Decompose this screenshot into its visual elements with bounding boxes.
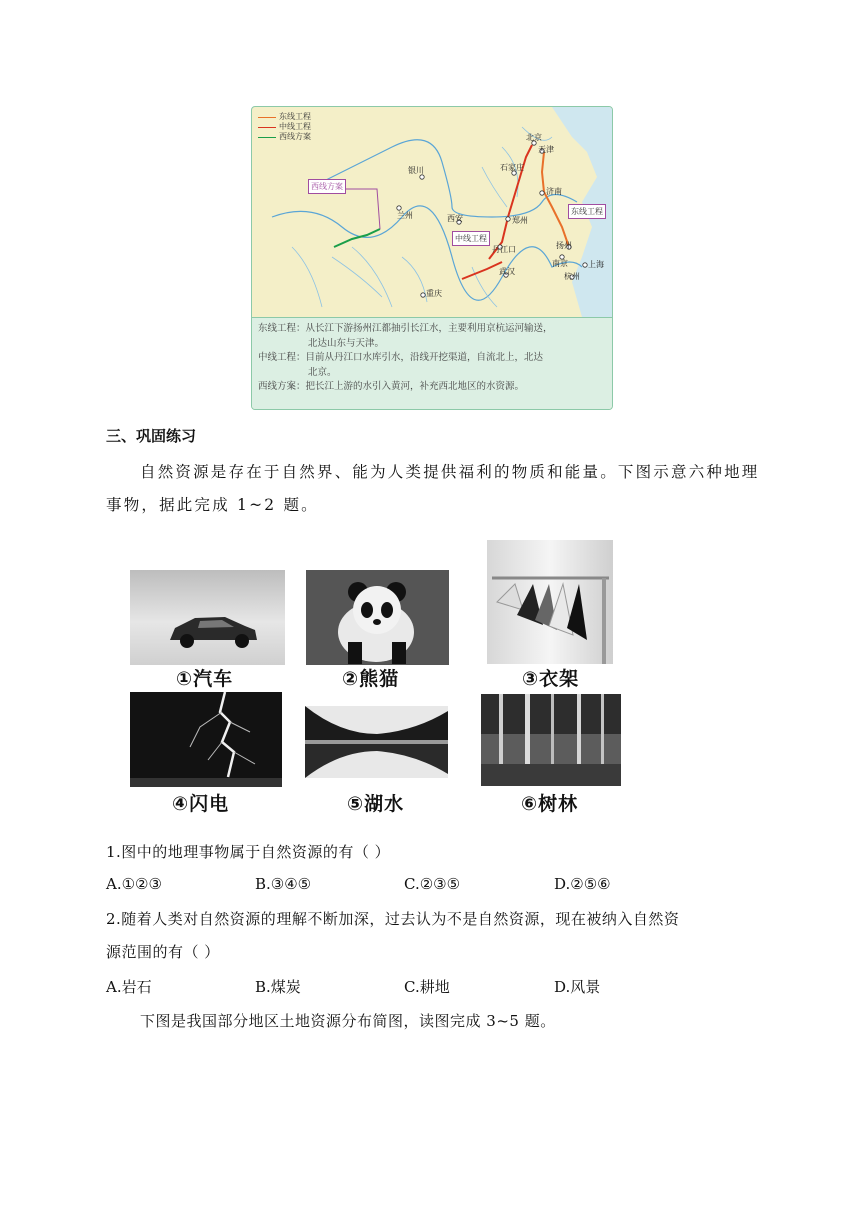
forest-photo [481,694,621,786]
west-route-label: 西线方案 [308,179,346,194]
city-danjiangkou: 丹江口 [492,245,516,254]
question-2-stem-line-2: 源范围的有（ ） [106,943,220,961]
note-east: 东线工程：从长江下游扬州江都抽引长江水，主要利用京杭运河输送， [258,323,553,334]
city-chongqing: 重庆 [426,289,442,298]
lightning-photo [130,692,282,787]
city-yangzhou: 扬州 [556,241,572,250]
caption-lake: ⑤湖水 [347,793,405,815]
east-route-label: 东线工程 [568,204,606,219]
caption-car: ①汽车 [176,668,234,690]
question-1-stem: 1.图中的地理事物属于自然资源的有（ ） [106,843,391,861]
middle-route-source [462,262,502,279]
note-east-cont: 北达山东与天津。 [308,337,385,349]
caption-forest: ⑥树林 [521,793,579,815]
city-hangzhou: 杭州 [564,272,580,281]
intro-line-1: 自然资源是存在于自然界、能为人类提供福利的物质和能量。下图示意六种地理 [140,463,760,481]
section-title: 三、巩固练习 [106,427,197,445]
panda-photo [306,570,449,665]
lightning-icon [130,692,282,787]
city-tianjin: 天津 [538,145,554,154]
city-shijiazhuang: 石家庄 [500,163,524,172]
middle-route-label: 中线工程 [452,231,490,246]
forest-icon [481,694,621,786]
car-photo [130,570,285,665]
city-nanjing: 南京 [552,259,568,268]
intro-line-2: 事物，据此完成 1~2 题。 [106,496,319,514]
legend-east: 东线工程 [258,111,311,122]
city-lanzhou: 兰州 [397,211,413,220]
hangers-photo [487,540,613,664]
map-notes [252,317,612,409]
q2-option-a[interactable]: A.岩石 [106,978,152,996]
city-jinan: 济南 [546,187,562,196]
q2-option-b[interactable]: B.煤炭 [255,978,301,996]
q2-option-d[interactable]: D.风景 [554,978,601,996]
west-route-pointer [344,189,380,229]
lake-photo [305,706,448,778]
panda-icon [306,570,449,665]
q1-option-d[interactable]: D.②⑤⑥ [554,875,611,893]
water-diversion-map [251,106,613,410]
car-icon [130,570,285,665]
caption-hangers: ③衣架 [522,668,580,690]
west-route-line [334,229,380,247]
note-middle-cont: 北京。 [308,366,337,378]
q2-option-c[interactable]: C.耕地 [404,978,450,996]
city-zhengzhou: 郑州 [512,216,528,225]
note-west: 西线方案：把长江上游的水引入黄河，补充西北地区的水资源。 [258,381,525,392]
caption-lightning: ④闪电 [172,793,230,815]
note-middle: 中线工程：目前从丹江口水库引水，沿线开挖渠道，自流北上，北达 [258,352,544,363]
city-shanghai: 上海 [588,260,604,269]
q1-option-b[interactable]: B.③④⑤ [255,875,312,893]
east-route-line [542,152,569,247]
city-beijing: 北京 [526,133,542,142]
yangtze-river [272,206,582,300]
city-wuhan: 武汉 [499,267,515,276]
q1-option-a[interactable]: A.①②③ [106,875,162,893]
q1-option-c[interactable]: C.②③⑤ [404,875,461,893]
lake-icon [305,706,448,778]
city-yinchuan: 银川 [408,166,424,175]
city-xian: 西安 [447,214,463,223]
legend-west: 西线方案 [258,131,311,142]
hangers-icon [487,540,613,664]
legend-middle: 中线工程 [258,121,311,132]
outro-text: 下图是我国部分地区土地资源分布简图，读图完成 3~5 题。 [140,1012,556,1030]
question-2-stem-line-1: 2.随着人类对自然资源的理解不断加深，过去认为不是自然资源，现在被纳入自然资 [106,910,680,928]
caption-panda: ②熊猫 [342,668,400,690]
